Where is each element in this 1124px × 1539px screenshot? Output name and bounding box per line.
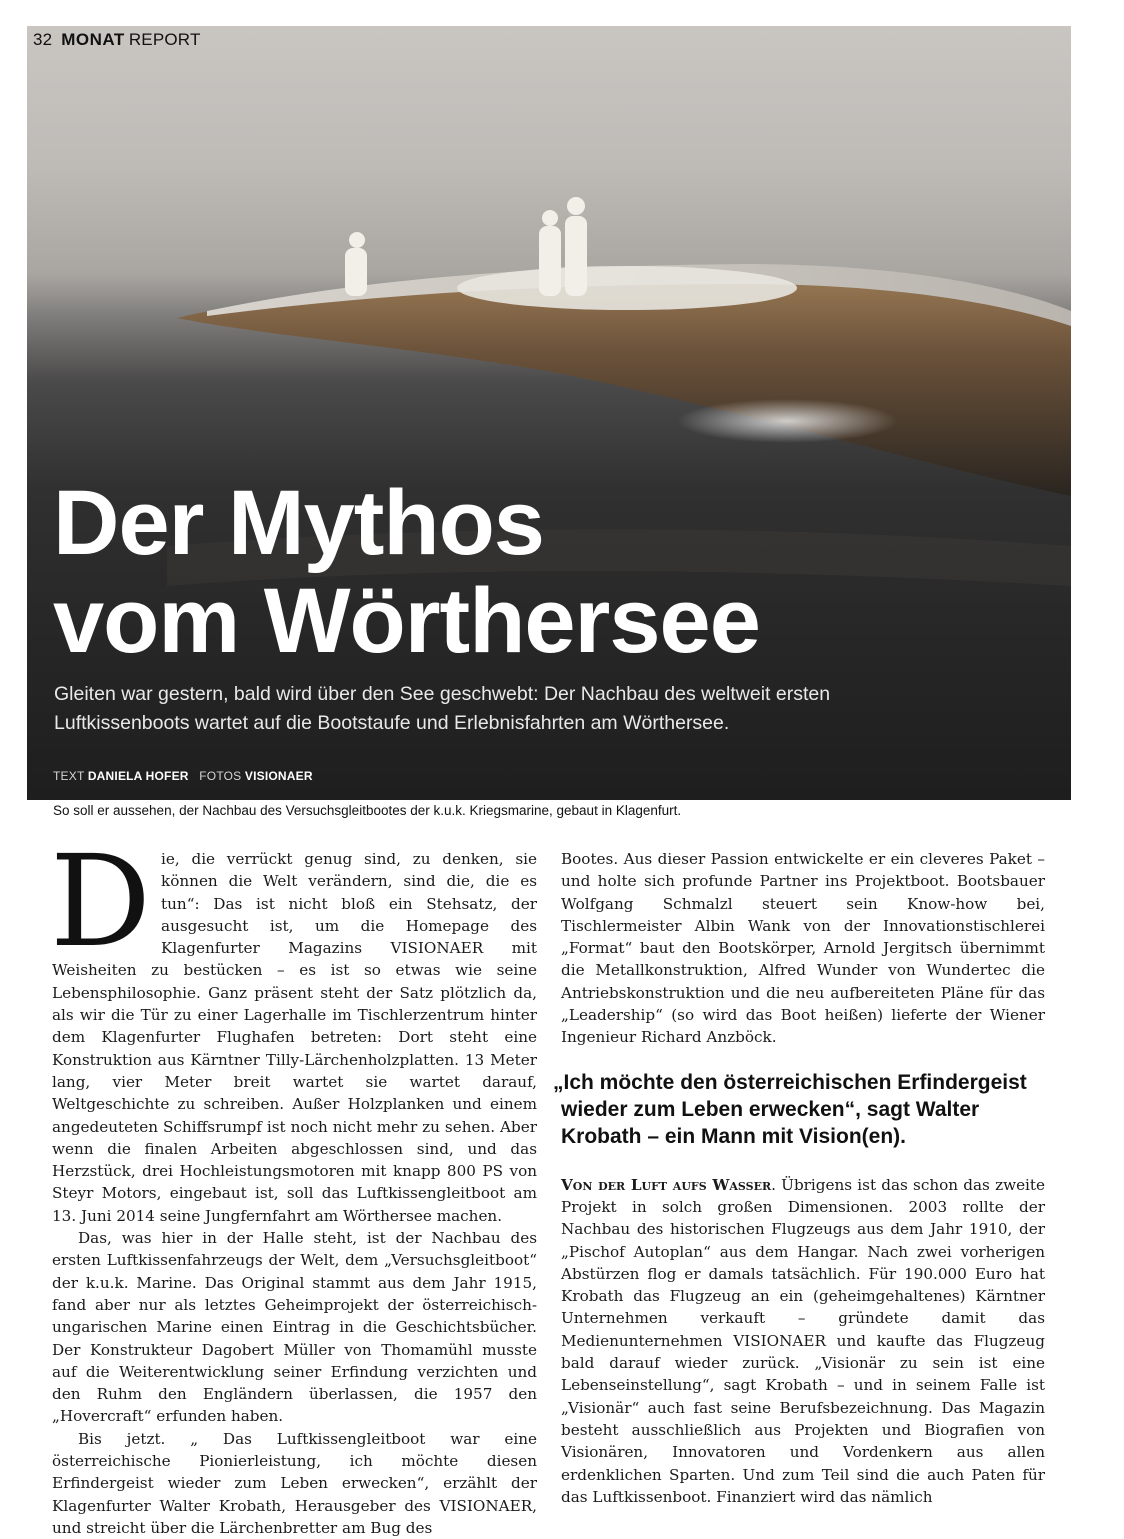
paragraph-3: Bis jetzt. „ Das Luftkissengleitboot war eine österreichische Pionierleistung, ich möchte diesen Erfindergeist wieder zum Leben erwecken“, erzählt der Klagenfurter Walter Krobath, Herausgeber des VISIONAER, und streicht über die Lärchenbretter am Bug des xyxy=(52,1429,537,1537)
page-number: 32 xyxy=(33,30,53,49)
paragraph-5-text: . Übrigens ist das schon das zweite Projekt in solch großen Dimensionen. 2003 rollte der Nachbau des historischen Flugzeugs aus dem Jahr 1910, der „Pischof Autoplan“ aus dem Hangar. Nach zwei vorherigen Abstürzen flog er damals tatsächlich. Für 190.000 Euro hat Krobath das Flugzeug an ein (geheimgehaltenes) Kärntner Unternehmen verkauft – gründete damit das Medienunternehmen VISIONAER und kaufte das Flugzeug bald darauf wieder zurück. „Visionär zu sein ist eine Lebenseinstellung“, sagt Krobath – und in seinem Falle ist „Visionär“ auch fast seine Berufsbezeichnung. Das Magazin besteht ausschließlich aus Projekten und Biografien von Visionären, Innovatoren und Vordenkern aus allen erdenklichen Sparten. Und zum Teil sind die auch Paten für das Luftkissenboot. Finanziert wird das nämlich xyxy=(561,1175,1046,1506)
paragraph-1 xyxy=(50,828,537,1227)
hero-photo xyxy=(27,26,1071,800)
pull-quote-text: „Ich möchte den österreichischen Erfindergeist wieder zum Leben erwecken“, sagt Walter Krobath – ein Mann mit Vision(en). xyxy=(553,1070,1027,1148)
section-name: REPORT xyxy=(128,30,201,49)
paragraph-1-text: ie, die verrückt genug sind, zu denken, sie können die Welt verändern, sind die, die es tun“: Das ist nicht bloß ein Stehsatz, der ausgesucht ist, um die Homepage des Klagenfurter Magazins VISIONAER mit Weisheiten zu bestücken – es ist so etwas wie seine Lebensphilosophie. Ganz präsent steht der Satz plötzlich da, als wir die Tür zu einer Lagerhalle im Tischlerzentrum hinter dem Klagenfurter Flughafen betreten: Dort steht eine Konstruktion aus Kärntner Tilly-Lärchenholzplatten. 13 Meter lang, vier Meter breit wartet sie wartet darauf, Weltgeschichte zu schreiben. Außer Holzplanken und einem angedeuteten Schiffsrumpf ist noch nicht mehr zu sehen. Aber wenn die finalen Arbeiten abgeschlossen sind, und das Herzstück, drei Hochleistungsmotoren mit knapp 800 PS von Steyr Motors, eingebaut ist, soll das Luftkissengleitboot am 13. Juni 2014 seine Jungfernfahrt am Wörthersee machen. xyxy=(52,850,537,1225)
photo-caption: So soll er aussehen, der Nachbau des Versuchsgleitbootes der k.u.k. Kriegsmarine, gebaut in Klagenfurt. xyxy=(53,803,682,818)
paragraph-2: Das, was hier in der Halle steht, ist der Nachbau des ersten Luftkissenfahrzeugs der Welt, dem „Versuchsgleitboot“ der k.u.k. Marine. Das Original stammt aus dem Jahr 1915, fand aber nur als letztes Geheimprojekt der österreichisch-ungarischen Marine einen Eintrag in die Geschichtsbücher. Der Konstrukteur Dagobert Müller von Thomamühl musste auf die Weiterentwicklung seiner Erfindung verzichten und den Ruhm den Engländern überlassen, die 1957 den „Hovercraft“ erfunden haben. xyxy=(52,1229,537,1426)
credit-author: DANIELA HOFER xyxy=(87,769,189,783)
headline-line-1: Der Mythos xyxy=(53,472,544,574)
running-head xyxy=(33,30,201,50)
pull-quote xyxy=(553,1069,1045,1150)
paragraph-4: Bootes. Aus dieser Passion entwickelte er ein cleveres Paket – und holte sich profunde Partner ins Projektboot. Bootsbauer Wolfgang Schmalzl steuert sein Know-how bei, Tischlermeister Albin Wank von der Innovationstischlerei „Format“ baut den Bootskörper, Arnold Jergitsch übernimmt die Metallkonstruktion, Alfred Wunder von Wundertec die Antriebskonstruktion und die neu aufbereiteten Pläne für das „Leadership“ (so wird das Boot heißen) lieferte der Wiener Ingenieur Richard Anzböck. xyxy=(561,850,1045,1047)
boat-cockpit xyxy=(457,266,797,310)
article-column-left xyxy=(50,828,537,1539)
headline xyxy=(53,474,760,670)
credit-photo-label: FOTOS xyxy=(199,769,242,783)
dropcap: D xyxy=(50,828,152,975)
credits xyxy=(53,769,313,783)
water-spray xyxy=(677,399,897,443)
credit-text-label: TEXT xyxy=(53,769,85,783)
magazine-name: MONAT xyxy=(61,30,125,49)
credit-photographer: VISIONAER xyxy=(244,769,313,783)
subheadline: Gleiten war gestern, bald wird über den See geschwebt: Der Nachbau des weltweit ersten Luftkissenboots wartet auf die Bootstaufe und Erlebnisfahrten am Wörthersee. xyxy=(54,683,831,734)
paragraph-5 xyxy=(561,1174,1045,1508)
headline-line-2: vom Wörthersee xyxy=(53,570,760,672)
section-runin: Von der Luft aufs Wasser xyxy=(561,1175,772,1194)
article-column-right xyxy=(553,848,1046,1508)
